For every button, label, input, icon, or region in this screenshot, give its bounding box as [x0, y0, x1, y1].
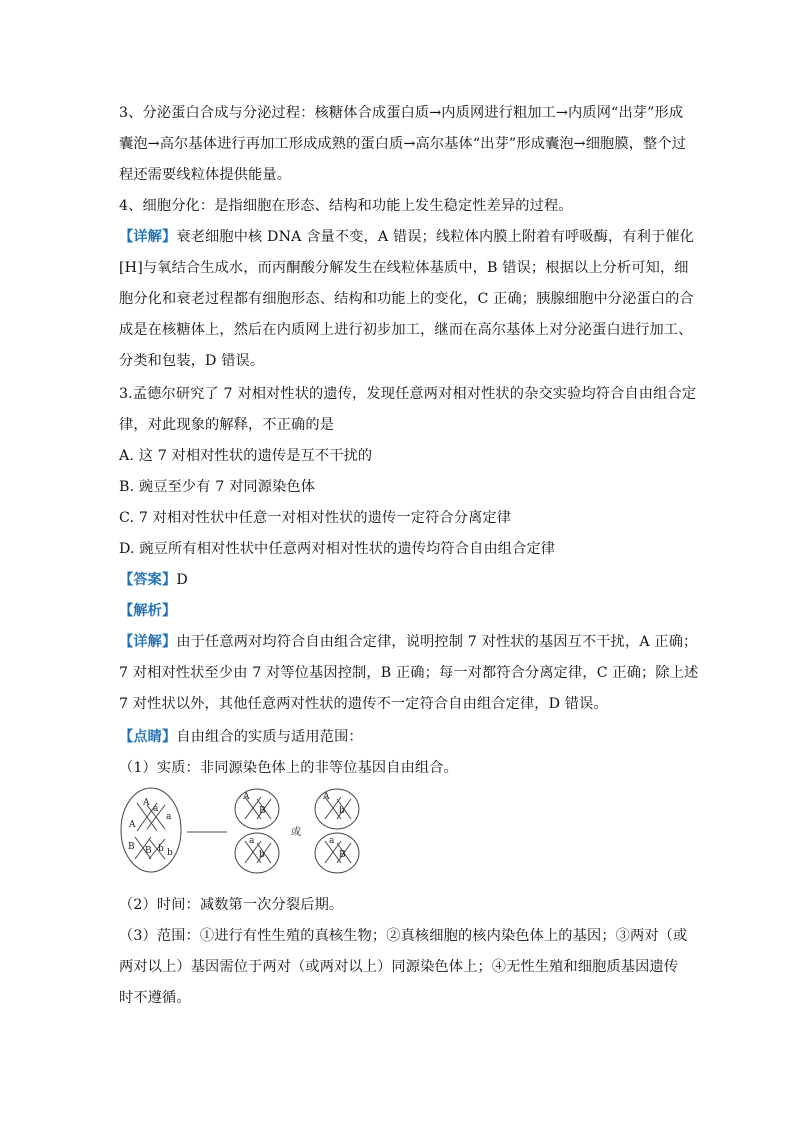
text-line: 7 对相对性状至少由 7 对等位基因控制，B 正确；每一对都符合分离定律，C 正确；除上述 — [119, 665, 699, 681]
allele-label: a — [166, 812, 172, 822]
allele-label: b — [259, 850, 265, 860]
text-line: 分类和包装，D 错误。 — [119, 353, 265, 369]
option-c: C. 7 对相对性状中任意一对相对性状的遗传一定符合分离定律 — [119, 510, 512, 526]
text-line: 7 对性状以外，其他任意两对性状的遗传不一定符合自由组合定律，D 错误。 — [119, 696, 608, 712]
daughter-cell — [235, 789, 279, 829]
text-line: [H]与氧结合生成水，而丙酮酸分解发生在线粒体基质中，B 错误；根据以上分析可知，细 — [119, 260, 689, 276]
allele-label: b — [167, 848, 173, 858]
daughter-cell — [235, 833, 279, 873]
text-line: 胞分化和衰老过程都有细胞形态、结构和功能上的变化，C 正确；胰腺细胞中分泌蛋白的合 — [119, 291, 694, 307]
detail-text: 衰老细胞中核 DNA 含量不变，A 错误；线粒体内膜上附着有呼吸酶，有利于催化 — [176, 229, 695, 245]
allele-label: A — [129, 820, 136, 830]
analysis-label: 【解析】 — [119, 603, 177, 619]
allele-label: B — [339, 850, 346, 860]
text-line: 时不遵循。 — [119, 990, 191, 1006]
detail2-paragraph — [119, 632, 698, 652]
tip-item-1: （1）实质：非同源染色体上的非等位基因自由组合。 — [119, 760, 458, 776]
detail-label: 【详解】 — [119, 229, 177, 245]
allele-label: b — [339, 806, 345, 816]
allele-label: a — [249, 836, 255, 846]
tip-line — [119, 727, 679, 747]
text-line: 3、分泌蛋白合成与分泌过程：核糖体合成蛋白质→内质网进行粗加工→内质网“出芽”形成 — [119, 105, 684, 121]
allele-label: a — [329, 836, 335, 846]
analysis-line — [119, 601, 679, 621]
allele-label: a — [153, 804, 159, 814]
answer-label: 【答案】 — [119, 572, 177, 588]
allele-label: B — [259, 806, 266, 816]
text-line: 囊泡→高尔基体进行再加工形成成熟的蛋白质→高尔基体“出芽”形成囊泡→细胞膜，整个过 — [119, 136, 687, 152]
option-a: A. 这 7 对相对性状的遗传是互不干扰的 — [119, 448, 373, 464]
daughter-cell — [315, 789, 359, 829]
allele-label: B — [128, 842, 135, 852]
question-stem: 3.孟德尔研究了 7 对相对性状的遗传，发现任意两对相对性状的杂交实验均符合自由组合定 — [119, 386, 697, 402]
option-d: D. 豌豆所有相对性状中任意两对相对性状的遗传均符合自由组合定律 — [119, 541, 556, 557]
tip-label: 【点睛】 — [119, 729, 177, 745]
detail2-label: 【详解】 — [119, 634, 177, 650]
text-line: 程还需要线粒体提供能量。 — [119, 167, 292, 183]
allele-label: B — [145, 846, 152, 856]
tip-title: 自由组合的实质与适用范围： — [176, 729, 363, 745]
text-line: 成是在核糖体上，然后在内质网上进行初步加工，继而在高尔基体上对分泌蛋白进行加工、 — [119, 322, 693, 338]
text-line: 4、细胞分化：是指细胞在形态、结构和功能上发生稳定性差异的过程。 — [119, 198, 573, 214]
parent-cell — [121, 788, 181, 872]
daughter-cell — [315, 833, 359, 873]
answer-line — [119, 570, 679, 590]
allele-label: b — [158, 844, 164, 854]
independent-assortment-diagram — [119, 785, 379, 875]
allele-label: A — [243, 792, 250, 802]
question-stem: 律，对此现象的解释，不正确的是 — [119, 417, 335, 433]
text-line: 两对以上）基因需位于两对（或两对以上）同源染色体上；④无性生殖和细胞质基因遗传 — [119, 959, 679, 975]
answer-value: D — [176, 572, 188, 588]
detail2-text: 由于任意两对均符合自由组合定律，说明控制 7 对性状的基因互不干扰，A 正确； — [176, 634, 698, 650]
allele-label: A — [323, 792, 330, 802]
tip-item-2: （2）时间：减数第一次分裂后期。 — [119, 897, 344, 913]
option-b: B. 豌豆至少有 7 对同源染色体 — [119, 479, 316, 495]
detail-paragraph — [119, 227, 695, 247]
allele-label: A — [143, 798, 150, 808]
or-label: 或 — [291, 827, 301, 838]
tip-item-3: （3）范围：①进行有性生殖的真核生物；②真核细胞的核内染色体上的基因；③两对（或 — [119, 928, 688, 944]
